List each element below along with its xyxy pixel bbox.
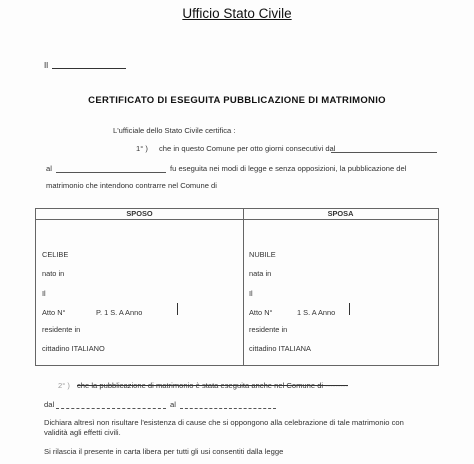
- sposa-act-info: 1 S. A Anno: [297, 308, 336, 317]
- sposa-residence: residente in: [249, 325, 288, 334]
- sposo-citizen: cittadino ITALIANO: [42, 344, 105, 353]
- sposo-act-info: P. 1 S. A Anno: [96, 308, 143, 317]
- sposo-born: nato in: [42, 269, 65, 278]
- date-from-field: [331, 152, 437, 153]
- release-statement: Si rilascia il presente in carta libera per tutti gli usi consentiti dalla legge: [44, 447, 284, 456]
- spouses-table: [35, 208, 439, 366]
- publication-continuation-2: matrimonio che intendono contrarre nel Comune di: [46, 181, 217, 190]
- table-header-row: [36, 209, 438, 220]
- sposo-header: SPOSO: [126, 209, 153, 218]
- declaration-line-2: validità agli effetti civili.: [44, 428, 121, 437]
- item2-al-field: [180, 408, 276, 409]
- item2-dal-field: [56, 408, 166, 409]
- column-divider: [243, 209, 244, 365]
- sposo-status: CELIBE: [42, 250, 69, 259]
- sposa-status: NUBILE: [249, 250, 276, 259]
- sposo-residence: residente in: [42, 325, 81, 334]
- item1-text: che in questo Comune per otto giorni consecutivi dal: [159, 144, 336, 153]
- sposa-header: SPOSA: [327, 209, 354, 218]
- item1-number: 1° ): [136, 144, 148, 153]
- item2-text: che la pubblicazione di matrimonio è stata eseguita anche nel Comune di ---------: [77, 381, 348, 390]
- item2-dal-label: dal: [44, 400, 55, 409]
- sposa-text-cursor: [349, 303, 350, 315]
- date-label: Il: [44, 61, 48, 70]
- sposo-text-cursor: [177, 303, 178, 315]
- date-to-field: [56, 172, 166, 173]
- al-label: al: [46, 164, 52, 173]
- office-heading: Ufficio Stato Civile: [182, 6, 292, 21]
- declaration-line-1: Dichiara altresì non risultare l'esistenza di cause che si oppongono alla celebrazione di tale matrimonio con: [44, 418, 404, 427]
- item2-al-label: al: [170, 400, 176, 409]
- sposo-act: Atto N°: [42, 308, 66, 317]
- item2-number: 2° ): [58, 381, 70, 390]
- sposa-citizen: cittadino ITALIANA: [249, 344, 311, 353]
- sposa-il: Il: [249, 289, 253, 298]
- document-title: CERTIFICATO DI ESEGUITA PUBBLICAZIONE DI MATRIMONIO: [88, 95, 386, 106]
- sposa-born: nata in: [249, 269, 272, 278]
- publication-continuation: fu eseguita nei modi di legge e senza opposizioni, la pubblicazione del: [170, 164, 407, 173]
- date-field-line: [52, 68, 126, 69]
- sposo-il: Il: [42, 289, 46, 298]
- sposa-act: Atto N°: [249, 308, 273, 317]
- officer-statement: L'ufficiale dello Stato Civile certifica :: [113, 126, 236, 135]
